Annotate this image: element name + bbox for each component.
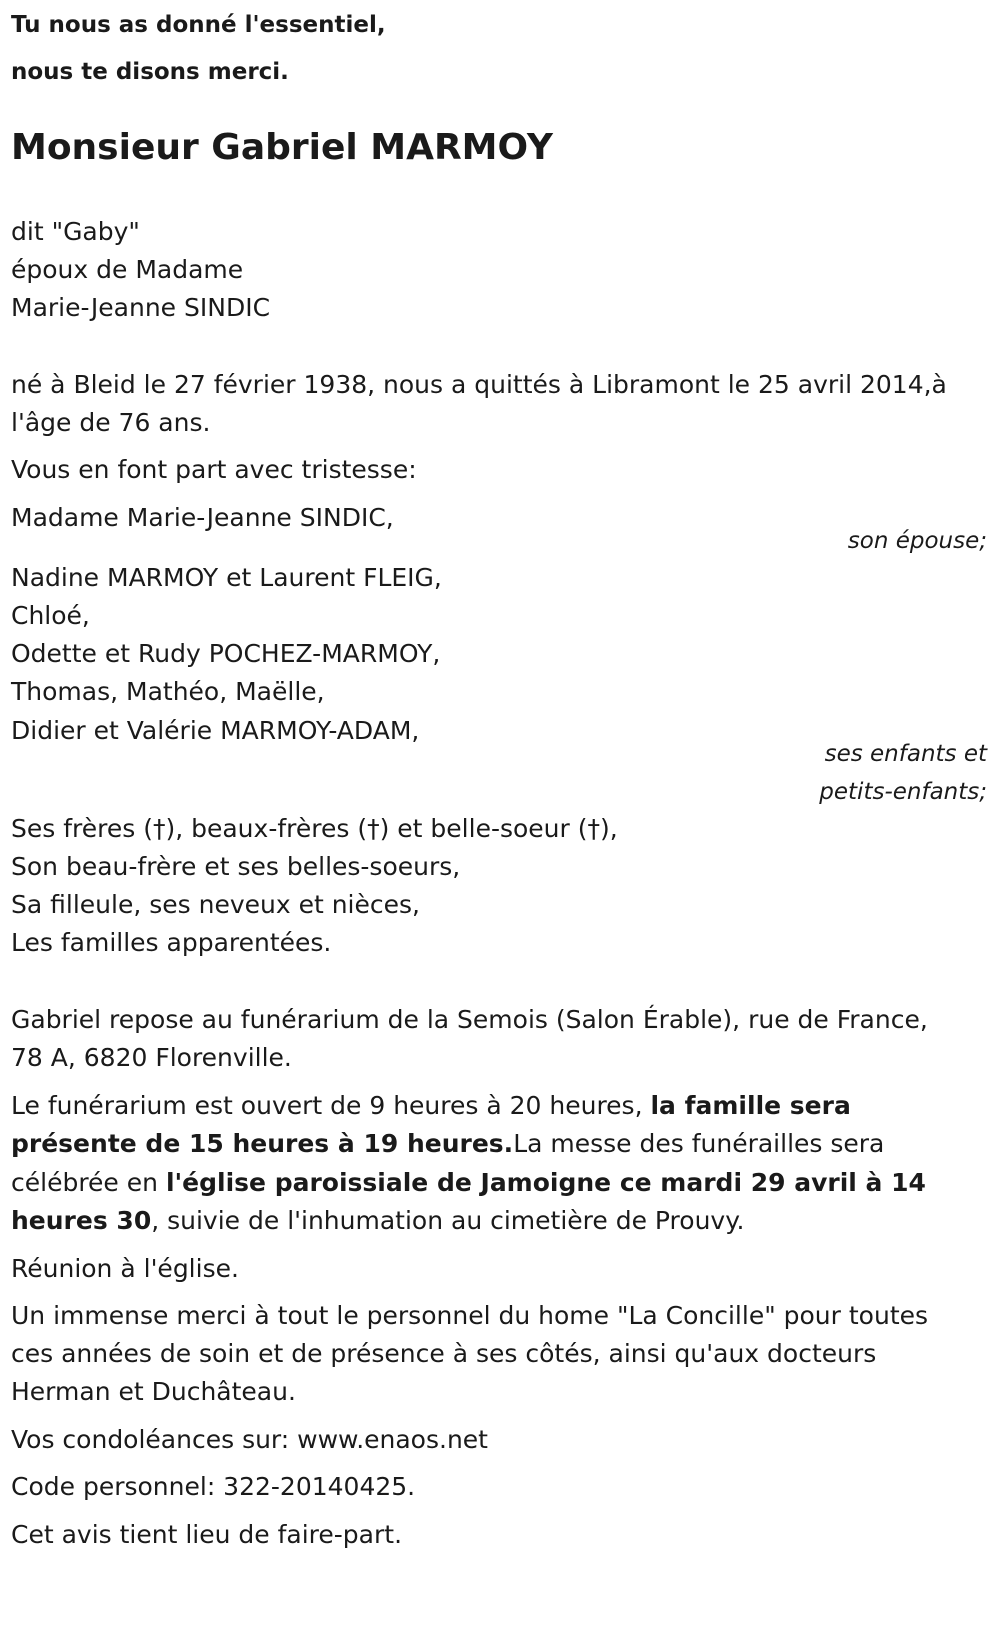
birth-death-line-1: né à Bleid le 27 février 1938, nous a quittés à Libramont le 25 avril 2014,à bbox=[11, 370, 947, 399]
birth-death-line-2: l'âge de 76 ans. bbox=[11, 408, 211, 437]
funeral-line-3-text: célébrée en bbox=[11, 1168, 166, 1197]
family-child-1: Nadine MARMOY et Laurent FLEIG, bbox=[11, 563, 442, 592]
repose-line-2: 78 A, 6820 Florenville. bbox=[11, 1043, 292, 1072]
spouse-line-2: Marie-Jeanne SINDIC bbox=[11, 293, 271, 322]
funeral-line-4-bold: heures 30 bbox=[11, 1206, 152, 1235]
funeral-line-4-text: , suivie de l'inhumation au cimetière de Prouvy. bbox=[151, 1206, 745, 1235]
announcement: Vous en font part avec tristesse: bbox=[11, 455, 417, 484]
condolences: Vos condoléances sur: www.enaos.net bbox=[11, 1425, 488, 1454]
repose-line-1: Gabriel repose au funérarium de la Semois (Salon Érable), rue de France, bbox=[11, 1005, 928, 1034]
family-child-2: Chloé, bbox=[11, 601, 90, 630]
thanks-line-1: Un immense merci à tout le personnel du home "La Concille" pour toutes bbox=[11, 1301, 929, 1330]
funeral-line-3 bbox=[11, 1168, 926, 1198]
family-spouse: Madame Marie-Jeanne SINDIC, bbox=[11, 503, 394, 532]
family-child-3: Odette et Rudy POCHEZ-MARMOY, bbox=[11, 639, 441, 668]
spouse-line-1: époux de Madame bbox=[11, 255, 244, 284]
family-child-4: Thomas, Mathéo, Maëlle, bbox=[11, 677, 325, 706]
notice: Cet avis tient lieu de faire-part. bbox=[11, 1520, 403, 1549]
deceased-name: Monsieur Gabriel MARMOY bbox=[11, 127, 553, 168]
funeral-line-1 bbox=[11, 1091, 851, 1121]
nickname: dit "Gaby" bbox=[11, 217, 140, 246]
funeral-line-2 bbox=[11, 1129, 884, 1159]
spouse-role: son épouse; bbox=[847, 528, 987, 554]
family-other-3: Sa filleule, ses neveux et nièces, bbox=[11, 890, 420, 919]
family-child-5: Didier et Valérie MARMOY-ADAM, bbox=[11, 716, 420, 745]
header-line-1: Tu nous as donné l'essentiel, bbox=[11, 12, 386, 38]
children-role-line-2: petits-enfants; bbox=[819, 779, 987, 805]
header-line-2: nous te disons merci. bbox=[11, 59, 289, 85]
personal-code: Code personnel: 322-20140425. bbox=[11, 1472, 416, 1501]
thanks-line-3: Herman et Duchâteau. bbox=[11, 1377, 296, 1406]
children-role-line-1: ses enfants et bbox=[824, 741, 987, 767]
reunion: Réunion à l'église. bbox=[11, 1254, 239, 1283]
family-other-2: Son beau-frère et ses belles-soeurs, bbox=[11, 852, 461, 881]
family-other-1: Ses frères (†), beaux-frères (†) et belle-soeur (†), bbox=[11, 814, 618, 843]
funeral-line-1-text: Le funérarium est ouvert de 9 heures à 20 heures, bbox=[11, 1091, 651, 1120]
funeral-line-1-bold: la famille sera bbox=[650, 1091, 851, 1120]
funeral-line-2-text: La messe des funérailles sera bbox=[513, 1129, 885, 1158]
thanks-line-2: ces années de soin et de présence à ses côtés, ainsi qu'aux docteurs bbox=[11, 1339, 877, 1368]
funeral-line-4 bbox=[11, 1206, 744, 1236]
family-other-4: Les familles apparentées. bbox=[11, 928, 332, 957]
funeral-line-3-bold: l'église paroissiale de Jamoigne ce mardi 29 avril à 14 bbox=[165, 1168, 926, 1197]
funeral-line-2-bold: présente de 15 heures à 19 heures. bbox=[11, 1129, 514, 1158]
